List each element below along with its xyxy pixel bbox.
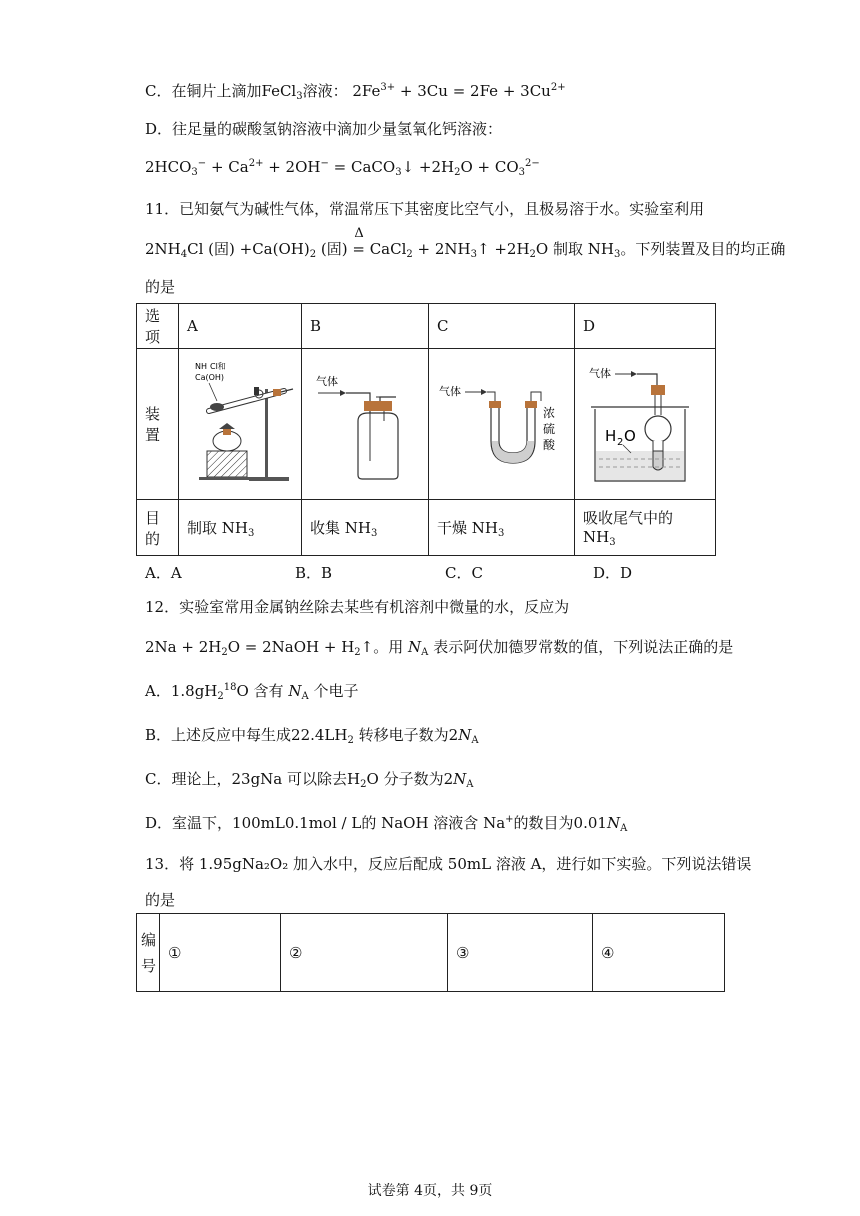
fig-c-acid-2: 硫 <box>543 422 556 436</box>
q13-header-number: 编号 <box>137 914 160 992</box>
q10-c-mid: 溶液： <box>302 82 348 100</box>
q13-table <box>136 913 725 992</box>
q11-header-a: A <box>179 304 302 349</box>
fig-a-label2: Ca(OH) <box>195 373 225 382</box>
q11-purpose-b: 收集 $NH_3$ <box>302 500 429 556</box>
q13-col-1: ① <box>160 914 281 992</box>
q10-c-sub: 3 <box>296 91 303 102</box>
q13-stem-2: 的是 <box>145 891 176 909</box>
q11-fig-c-cell <box>429 349 575 500</box>
q11-purpose-d: 吸收尾气中的 $NH_3$ <box>575 500 716 556</box>
q11-header-b: B <box>302 304 429 349</box>
q10-option-c: C．在铜片上滴加FeCl$_3$溶液： $2Fe^{3+} + 3Cu = 2Fe + 3Cu^{2+}$ <box>145 82 566 102</box>
q10-option-d: D．往足量的碳酸氢钠溶液中滴加少量氢氧化钙溶液： <box>145 120 503 138</box>
q11-device-label: 装置 <box>137 349 179 500</box>
q11-options <box>145 562 745 582</box>
fig-b-gas-bottle <box>302 349 428 495</box>
fig-d-water-label: H <box>605 427 617 445</box>
q11-header-c: C <box>429 304 575 349</box>
fig-c-gas-label: 气体 <box>439 385 461 398</box>
fig-a-heating-apparatus <box>179 349 301 495</box>
q13-col-3: ③ <box>448 914 593 992</box>
q11-stem-2: $2NH_4Cl$ (固) $+Ca(OH)_2$ (固) = Δ CaCl$_2$ + $2NH_3↑ +2H_2O$ 制取 $NH_3$。下列装置及目的均正确 <box>145 226 786 260</box>
fig-d-beaker-funnel <box>575 349 715 495</box>
fig-d-gas-label: 气体 <box>589 367 611 380</box>
q11-stem2-end: 。下列装置及目的均正确 <box>620 240 786 258</box>
q12-stem2-end: 表示阿伏加德罗常数的值，下列说法正确的是 <box>433 638 734 656</box>
fig-c-acid-1: 浓 <box>543 406 556 420</box>
q12-stem-2: $2Na + 2H_2O$ = 2NaOH + $H_2↑$。用 $N_A$ 表示阿伏加德罗常数的值，下列说法正确的是 <box>145 638 734 658</box>
q13-col-2: ② <box>281 914 448 992</box>
fig-a-label1: NH <box>195 362 207 371</box>
fig-a-label1b: Cl和 <box>210 362 226 371</box>
q11-fig-a-cell <box>179 349 302 500</box>
q11-purpose-c: 干燥 $NH_3$ <box>429 500 575 556</box>
q11-stem-1: 11．已知氨气为碱性气体，常温常压下其密度比空气小，且极易溶于水。实验室利用 <box>145 200 705 218</box>
q12-option-b: B．上述反应中每生成$22.4LH_2$ 转移电子数为$2N_A$ <box>145 726 479 746</box>
q11-option-a: A．A <box>145 564 182 582</box>
q10-c-label: C．在铜片上滴加 <box>145 82 262 100</box>
fig-c-acid-3: 酸 <box>543 438 556 452</box>
q11-option-d: D．D <box>593 564 633 582</box>
q11-header-option: 选项 <box>137 304 179 349</box>
q12-option-d: D．室温下，100mL0.1mol / L的 NaOH 溶液含 Na+的数目为$0.01N_A$ <box>145 814 628 834</box>
q12-option-c: C．理论上，23gNa 可以除去$H_2O$ 分子数为$2N_A$ <box>145 770 474 790</box>
svg-text:2: 2 <box>617 437 624 448</box>
q11-option-c: C．C <box>445 564 483 582</box>
fig-c-u-tube <box>429 349 574 495</box>
page-footer: 试卷第 4页，共 9页 <box>367 1183 493 1199</box>
q11-purpose-label: 目的 <box>137 500 179 556</box>
q10-c-reagent: FeCl <box>261 82 297 100</box>
q12-option-a: A．$1.8gH_2^{18}O$ 含有 $N_A$ 个电子 <box>145 682 359 702</box>
q13-col-4: ④ <box>593 914 725 992</box>
q11-table <box>136 303 716 556</box>
q12-stem-1: 12．实验室常用金属钠丝除去某些有机溶剂中微量的水，反应为 <box>145 598 570 616</box>
fig-b-gas-label: 气体 <box>316 375 338 388</box>
q11-purpose-a: 制取 $NH_3$ <box>179 500 302 556</box>
q11-stem-3: 的是 <box>145 278 176 296</box>
q13-stem-1: 13．将 1.95gNa₂O₂ 加入水中，反应后配成 50mL 溶液 A，进行如下实验。下列说法错误 <box>145 855 752 873</box>
q12-stem2-tail: 。用 <box>373 638 404 656</box>
q11-fig-b-cell <box>302 349 429 500</box>
q10-d-equation: $2HCO_3^- + Ca^{2+} + 2OH^-$ = CaCO$_3$↓ $+2H_2O + CO_3^{2-}$ <box>145 158 540 178</box>
fig-d-water-label2: O <box>624 427 636 445</box>
q11-option-b: B．B <box>295 564 333 582</box>
q11-fig-d-cell <box>575 349 716 500</box>
q11-header-d: D <box>575 304 716 349</box>
q11-stem2-tail: 制取 NH <box>552 240 614 258</box>
